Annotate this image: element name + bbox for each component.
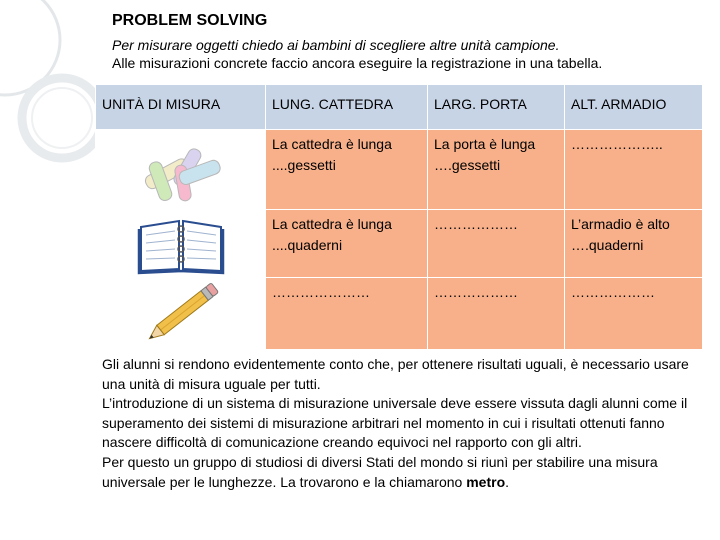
header-unit: UNITÀ DI MISURA (96, 85, 266, 130)
header-desk-length: LUNG. CATTEDRA (266, 85, 428, 130)
conclusion-p3-text: Per questo un gruppo di studiosi di diversi Stati del mondo si riunì per stabilire una misura universale per le lunghezze. La trovarono e la chiamarono (102, 453, 658, 490)
notebook-icon (131, 213, 231, 275)
conclusion-text (102, 355, 702, 492)
table-row (96, 278, 703, 350)
measurement-table (95, 84, 703, 350)
cell-desk-pencil: ………………… (266, 278, 428, 350)
header-wardrobe-height: ALT. ARMADIO (565, 85, 703, 130)
cell-desk-chalk: La cattedra è lunga ....gessetti (266, 130, 428, 210)
table-row (96, 210, 703, 278)
cell-wardrobe-chalk: ……………….. (565, 130, 703, 210)
intro-text (112, 36, 702, 72)
table-header-row (96, 85, 703, 130)
conclusion-p3-end: . (505, 473, 510, 490)
conclusion-paragraph-1: Gli alunni si rendono evidentemente conto che, per ottenere risultati uguali, è necessario usare una unità di misura uguale per tutti. (102, 356, 689, 392)
conclusion-paragraph-3 (102, 453, 702, 492)
table-row (96, 130, 703, 210)
cell-door-notebook: ……………… (428, 210, 565, 278)
page-title: PROBLEM SOLVING (112, 12, 268, 29)
intro-line-2: Alle misurazioni concrete faccio ancora eseguire la registrazione in una tabella. (112, 55, 603, 71)
metro-word: metro (466, 473, 506, 490)
chalk-icon (131, 137, 231, 203)
cell-wardrobe-pencil: ……………… (565, 278, 703, 350)
conclusion-paragraph-2: L’introduzione di un sistema di misurazione universale deve essere vissuta dagli alunni come il superamento dei sistemi di misurazione arbitrari nel momento in cui i risultati ottenuti fanno nascere difficoltà di comunicazione creando equivoci nel rapporto con gli altri. (102, 395, 688, 451)
unit-pencil (96, 278, 266, 350)
cell-wardrobe-notebook: L’armadio è alto ….quaderni (565, 210, 703, 278)
intro-line-1: Per misurare oggetti chiedo ai bambini di scegliere altre unità campione. (112, 37, 560, 53)
cell-door-pencil: ……………… (428, 278, 565, 350)
cell-door-chalk: La porta è lunga ….gessetti (428, 130, 565, 210)
pencil-icon (131, 281, 231, 347)
unit-notebook (96, 210, 266, 278)
header-door-width: LARG. PORTA (428, 85, 565, 130)
unit-chalk (96, 130, 266, 210)
cell-desk-notebook: La cattedra è lunga ....quaderni (266, 210, 428, 278)
